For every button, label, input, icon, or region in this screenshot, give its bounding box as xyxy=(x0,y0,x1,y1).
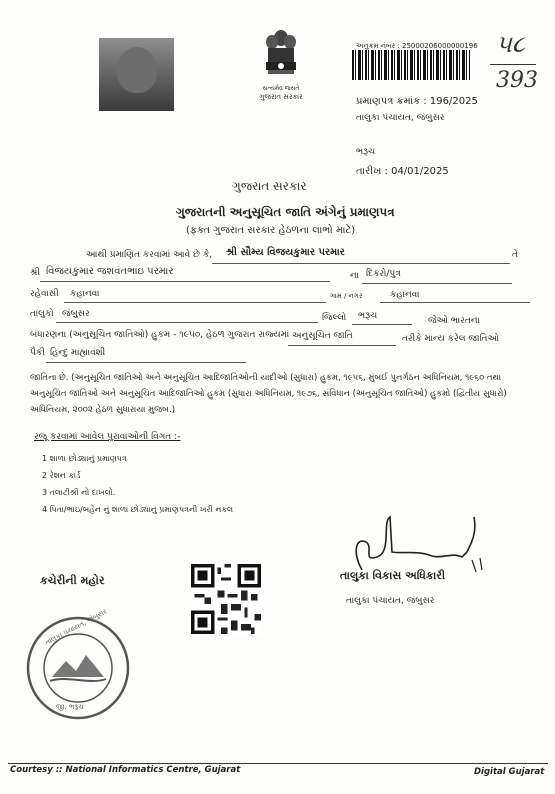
office-seal-label: કચેરીની મહોર xyxy=(40,574,105,587)
state-label: જેઓ ભારતના xyxy=(428,316,480,326)
line5-suffix: તરીકે માન્ય કરેલ જાતિઓ xyxy=(402,334,499,344)
officer-title: તાલુકા વિકાસ અધિકારી xyxy=(340,569,446,582)
officer-office: તાલુકા પંચાયત, જંબુસર xyxy=(346,596,435,606)
resident-value: કહાનવા xyxy=(70,289,100,299)
certify-text: આથી પ્રમાણિત કરવામાં આવે છે કે, xyxy=(86,250,213,260)
issue-date: 04/01/2025 xyxy=(391,166,449,177)
handwritten-divider xyxy=(490,64,536,65)
taluka-label: તાલુકો xyxy=(30,309,54,319)
caste-value: હિન્દુ માહ્યાવંશી xyxy=(50,348,106,358)
line6-prefix: પૈકી xyxy=(30,348,45,358)
serial-label: અનુક્રમ નંબર : xyxy=(356,42,400,50)
para-line-3: અધિનિયમ, ૨૦૦૨ હેઠળ સુધારાયા મુજબ.) xyxy=(30,405,176,415)
para-line-1: જાતિના છે. (અનુસૂચિત જાતિઓ અને અનુસૂચિત આદિજાતિઓની યાદીઓ (સુધારા) હુકમ, ૧૯૫૬, મુંબઈ પુનર્ગઠન અધિનિયમ, ૧૯૬૦ તથા xyxy=(30,373,502,383)
emblem-caption-top: સત્યમેવ જયતે xyxy=(262,85,300,92)
proof-item: 2 રેશન કાર્ડ xyxy=(42,471,81,480)
taluka-value: જંબુસર xyxy=(62,309,90,319)
proof-item: 4 પિતા/ભાઇ/બહેન નું શાળા છોડ્યાનું પ્રમાણપત્રની ખરી નકલ xyxy=(42,505,234,514)
district-value: ભરૂચ xyxy=(358,311,378,321)
state-emblem xyxy=(252,28,310,106)
seal-district: જી. ભરૂચ xyxy=(56,703,84,711)
handwritten-number-bottom: 393 xyxy=(496,68,538,93)
certificate-title: ગુજરાતની અનુસૂચિત જાતિ અંગેનું પ્રમાણપત્ર xyxy=(176,205,395,219)
village-label: ગામ / નગર xyxy=(330,292,363,300)
place: ભરૂચ xyxy=(356,147,376,157)
ashoka-emblem-icon xyxy=(262,28,300,84)
date-label: તારીખ : xyxy=(356,166,388,177)
village-value: કહાનવા xyxy=(390,290,420,300)
te-text: તે xyxy=(512,250,518,260)
seal-text: તાલુકા પંચાયત, જંબુસર xyxy=(43,607,109,647)
footer-divider xyxy=(8,763,548,764)
applicant-name: શ્રી સૌમ્ય વિજયકુમાર પરમાર xyxy=(226,247,345,258)
serial-number: 25000206000000196 xyxy=(401,42,478,50)
certificate-number: 196/2025 xyxy=(429,96,478,107)
proofs-title: રજૂ કરવામાં આવેલ પુરાવાઓની વિગત :- xyxy=(34,432,181,442)
category-value: અનુસૂચિત જાતિ xyxy=(292,331,353,341)
line5-prefix: બંધારણના (અનુસૂચિત જાતિઓ) હુકમ - ૧૯૫૦, હેઠળ ગુજરાત રાજ્યમાં xyxy=(30,330,290,340)
digital-gujarat-text: Digital Gujarat xyxy=(474,767,545,777)
na-text: ના xyxy=(350,271,359,281)
handwritten-number-top: ૫૮ xyxy=(496,30,525,58)
certificate-number-label: પ્રમાણપત્ર ક્રમાંક : xyxy=(356,96,427,107)
courtesy-text: Courtesy :: National Informatics Centre, Gujarat xyxy=(10,765,241,775)
emblem-caption-bottom: ગુજરાત સરકાર xyxy=(259,93,303,101)
district-label: જિલ્લો xyxy=(322,313,347,323)
father-name: વિજયકુમાર જશવંતભાઇ પરમાર xyxy=(46,266,174,277)
qr-code xyxy=(191,562,261,636)
proofs-list xyxy=(42,450,233,518)
shri-text: શ્રી xyxy=(30,268,40,278)
legal-paragraph xyxy=(30,370,530,418)
resident-label: રહેવાસી xyxy=(30,289,59,299)
certificate-subtitle: (ફક્ત ગુજરાત સરકાર હેઠળના લાભો માટે) xyxy=(186,225,356,236)
proof-item: 3 તલાટીશ્રી નો દાખલો. xyxy=(42,488,116,497)
relation: દિકરો/પુત્ર xyxy=(366,269,401,279)
issuing-office: તાલુકા પંચાયત, જંબુસર xyxy=(356,113,445,123)
office-seal xyxy=(26,607,130,721)
officer-signature xyxy=(322,512,492,572)
barcode xyxy=(352,50,470,80)
para-line-2: અનુસૂચિત જાતિઓ અને અનુસૂચિત આદિજાતિઓ હુકમ (સુધારા અધિનિયમ, ૧૯૭૬, સંવિધાન (અનુસૂચિત જાતિઓ) હુકમો (દ્વિતીય સુધારો) xyxy=(30,389,507,399)
proof-item: 1 શાળા છોડ્યાનું પ્રમાણપત્ર xyxy=(42,454,127,463)
govt-title: ગુજરાત સરકાર xyxy=(232,179,307,193)
applicant-photo xyxy=(99,38,174,111)
certificate-number-row xyxy=(356,96,478,107)
date-row xyxy=(356,166,449,177)
